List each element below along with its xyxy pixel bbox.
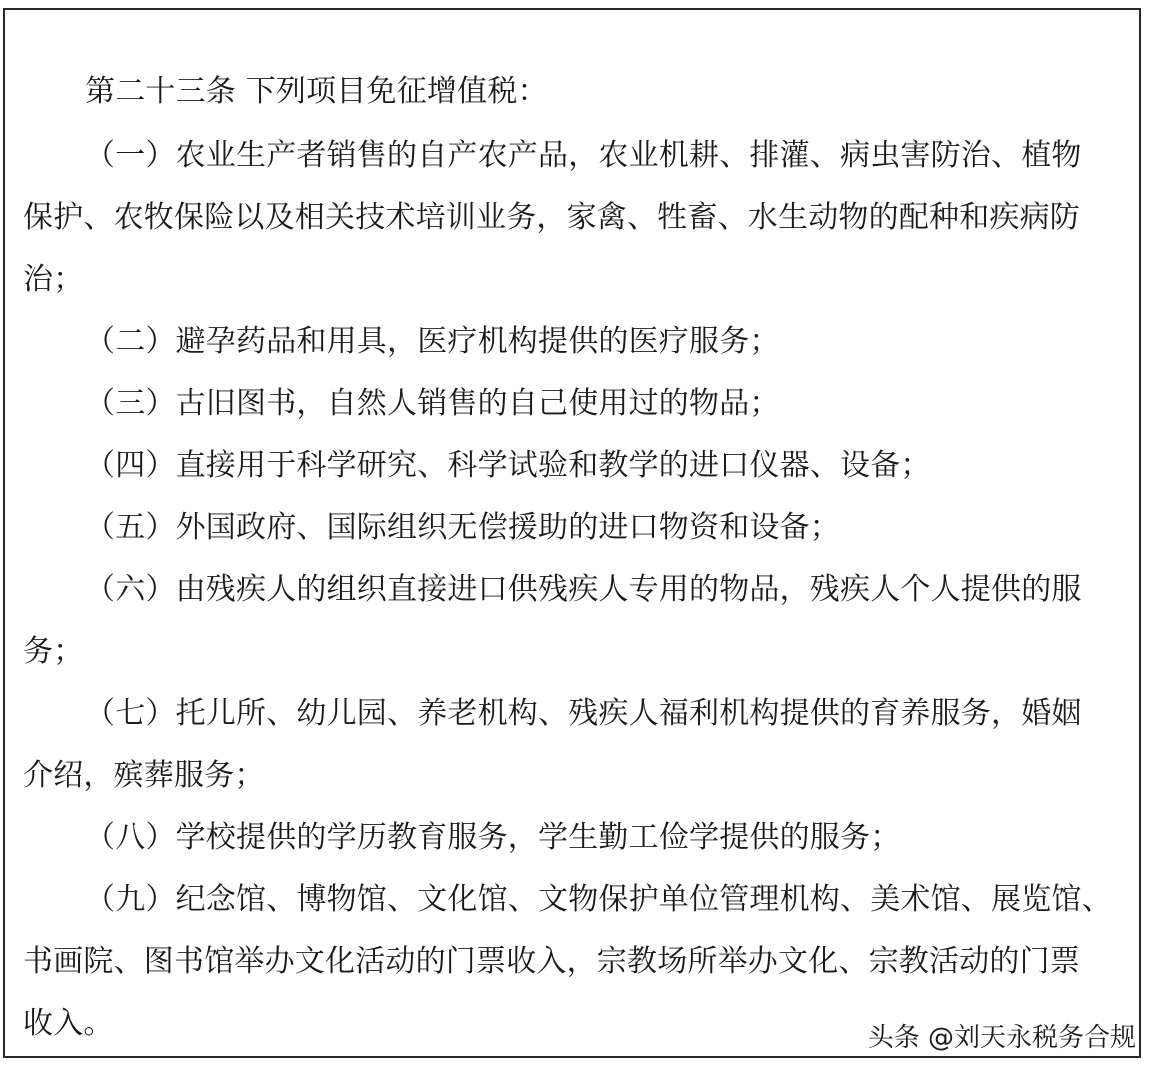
item-4: （四）直接用于科学研究、科学试验和教学的进口仪器、设备； [85,448,931,483]
item-5: （五）外国政府、国际组织无偿援助的进口物资和设备； [85,510,840,545]
article-heading: 第二十三条 下列项目免征增值税： [85,74,548,109]
item-8: （八）学校提供的学历教育服务，学生勤工俭学提供的服务； [85,820,901,855]
item-9-line-3: 收入。 [23,1006,114,1041]
item-6-line-2: 务； [23,634,84,669]
item-7-line-2: 介绍，殡葬服务； [23,758,265,793]
item-9-line-2: 书画院、图书馆举办文化活动的门票收入，宗教场所举办文化、宗教活动的门票 [23,944,1080,979]
item-1-line-3: 治； [23,262,84,297]
watermark-text: 头条 @刘天永税务合规 [867,1023,1136,1053]
item-1-line-1: （一）农业生产者销售的自产农产品，农业机耕、排灌、病虫害防治、植物 [85,138,1082,173]
item-9-line-1: （九）纪念馆、博物馆、文化馆、文物保护单位管理机构、美术馆、展览馆、 [85,882,1112,917]
item-6-line-1: （六）由残疾人的组织直接进口供残疾人专用的物品，残疾人个人提供的服 [85,572,1082,607]
item-7-line-1: （七）托儿所、幼儿园、养老机构、残疾人福利机构提供的育养服务，婚姻 [85,696,1082,731]
document-frame [3,8,1141,1058]
item-3: （三）古旧图书，自然人销售的自己使用过的物品； [85,386,780,421]
item-1-line-2: 保护、农牧保险以及相关技术培训业务，家禽、牲畜、水生动物的配种和疾病防 [23,200,1080,235]
item-2: （二）避孕药品和用具，医疗机构提供的医疗服务； [85,324,780,359]
